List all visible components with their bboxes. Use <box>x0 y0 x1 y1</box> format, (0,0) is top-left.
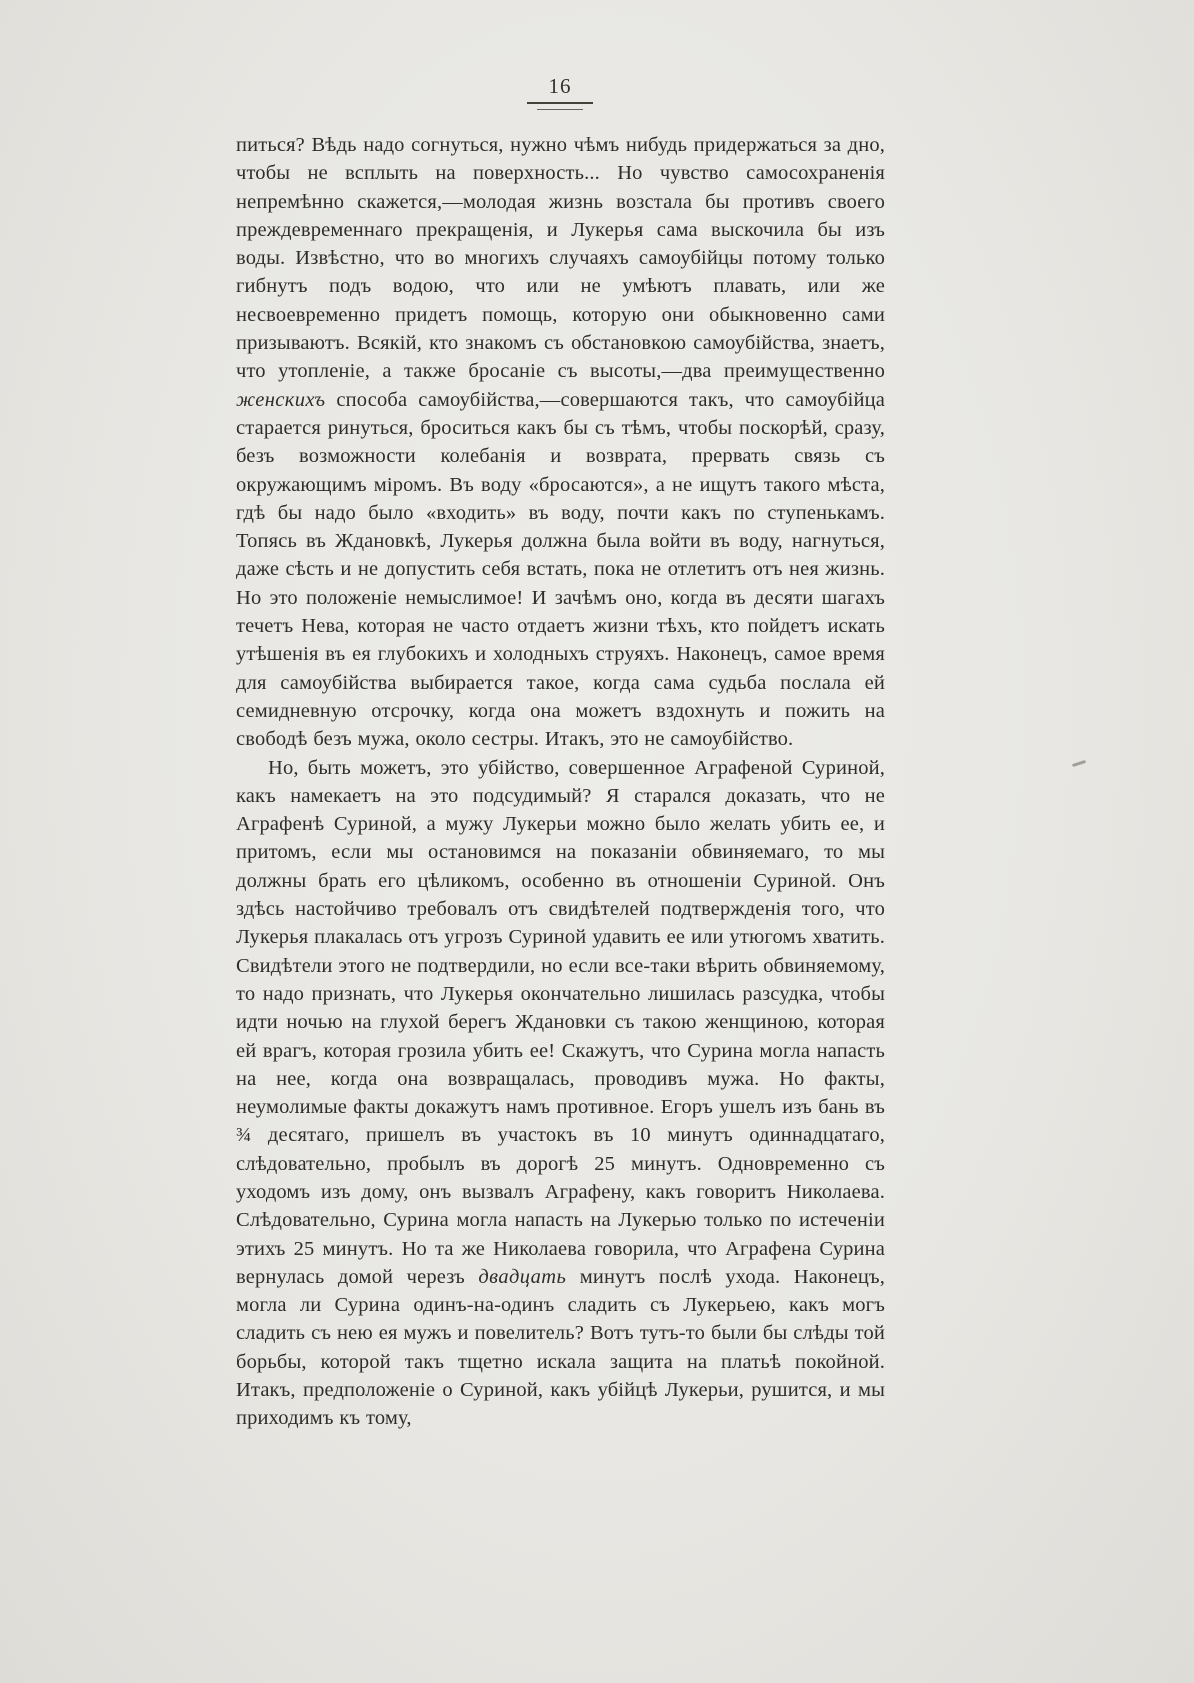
page-number-rule <box>527 102 593 104</box>
paragraph-text: способа самоубійства,—совершаются такъ, что самоубійца старается ринуться, броситься какъ бы съ тѣмъ, чтобы поскорѣй, сразу, безъ возможности колебанія и возврата, прервать связь съ окружающимъ міромъ. Въ воду «бросаются», а не ищутъ такого мѣста, гдѣ бы надо было «входить» въ воду, почти какъ по ступенькамъ. Топясь въ Ждановкѣ, Лукерья должна была войти въ воду, нагнуться, даже сѣсть и не допустить себя встать, пока не отлетитъ отъ нея жизнь. Но это положеніе немыслимое! И зачѣмъ оно, когда въ десяти шагахъ течетъ Нева, которая не часто отдаетъ жизни тѣхъ, кто пойдетъ искать утѣшенія въ ея глубокихъ и холодныхъ струяхъ. Наконецъ, самое время для самоубійства выбирается такое, когда сама судьба послала ей семидневную отсрочку, когда она можетъ вздохнуть и пожить на свободѣ безъ мужа, около сестры. Итакъ, это не самоубійство. <box>236 388 885 751</box>
page-header <box>236 74 884 110</box>
paragraph-suicide-argument <box>236 131 885 754</box>
paragraph-text-italic: женскихъ <box>236 388 326 411</box>
page-number-rule-short <box>537 109 583 110</box>
paragraph-text: Но, быть можетъ, это убійство, совершенное Аграфеной Суриной, какъ намекаетъ на это подсудимый? Я старался доказать, что не Аграфенѣ Суриной, а мужу Лукерьи можно было желать убить ее, и притомъ, если мы остановимся на показаніи обвиняемаго, то мы должны брать его цѣликомъ, особенно въ отношеніи Суриной. Онъ здѣсь настойчиво требовалъ отъ свидѣтелей подтвержденія того, что Лукерья плакалась отъ угрозъ Суриной удавить ее или утюгомъ хватить. Свидѣтели этого не подтвердили, но если все-таки вѣрить обвиняемому, то надо признать, что Лукерья окончательно лишилась разсудка, чтобы идти ночью на глухой берегъ Ждановки съ такою женщиною, которая ей врагъ, которая грозила убить ее! Скажутъ, что Сурина могла напасть на нее, когда она возвращалась, проводивъ мужа. Но факты, неумолимые факты докажутъ намъ противное. Егоръ ушелъ изъ бань въ ¾ десятаго, пришелъ въ участокъ въ 10 минутъ одиннадцатаго, слѣдовательно, пробылъ въ дорогѣ 25 минутъ. Одновременно съ уходомъ изъ дому, онъ вызвалъ Аграфену, какъ говоритъ Николаева. Слѣдовательно, Сурина могла напасть на Лукерью только по истеченіи этихъ 25 минутъ. Но та же Николаева говорила, что Аграфена Сурина вернулась домой черезъ <box>236 756 885 1288</box>
paragraph-text: питься? Вѣдь надо согнуться, нужно чѣмъ нибудь придержаться за дно, чтобы не всплыть на поверхность... Но чувство самосохраненія непремѣнно скажется,—молодая жизнь возстала бы противъ своего преждевременнаго прекращенія, и Лукерья сама выскочила бы изъ воды. Извѣстно, что во многихъ случаяхъ самоубійцы потому только гибнутъ подъ водою, что или не умѣютъ плавать, или же несвоевременно придетъ помощь, которую они обыкновенно сами призываютъ. Всякій, кто знакомъ съ обстановкою самоубійства, знаетъ, что утопленіе, а также бросаніе съ высоты,—два преимущественно <box>236 134 885 383</box>
page-number: 16 <box>548 74 572 98</box>
text-block <box>236 131 885 1433</box>
paragraph-text-italic: двадцать <box>478 1265 567 1288</box>
paragraph-surina-argument <box>236 754 885 1433</box>
scan-artifact-mark <box>1072 760 1086 767</box>
paragraph-text: минутъ послѣ ухода. Наконецъ, могла ли Сурина одинъ-на-одинъ сладить съ Лукерьею, какъ могъ сладить съ нею ея мужъ и повелитель? Вотъ тутъ-то были бы слѣды той борьбы, которой такъ тщетно искала защита на платьѣ покойной. Итакъ, предположеніе о Суриной, какъ убійцѣ Лукерьи, рушится, и мы приходимъ къ тому, <box>236 1265 885 1430</box>
